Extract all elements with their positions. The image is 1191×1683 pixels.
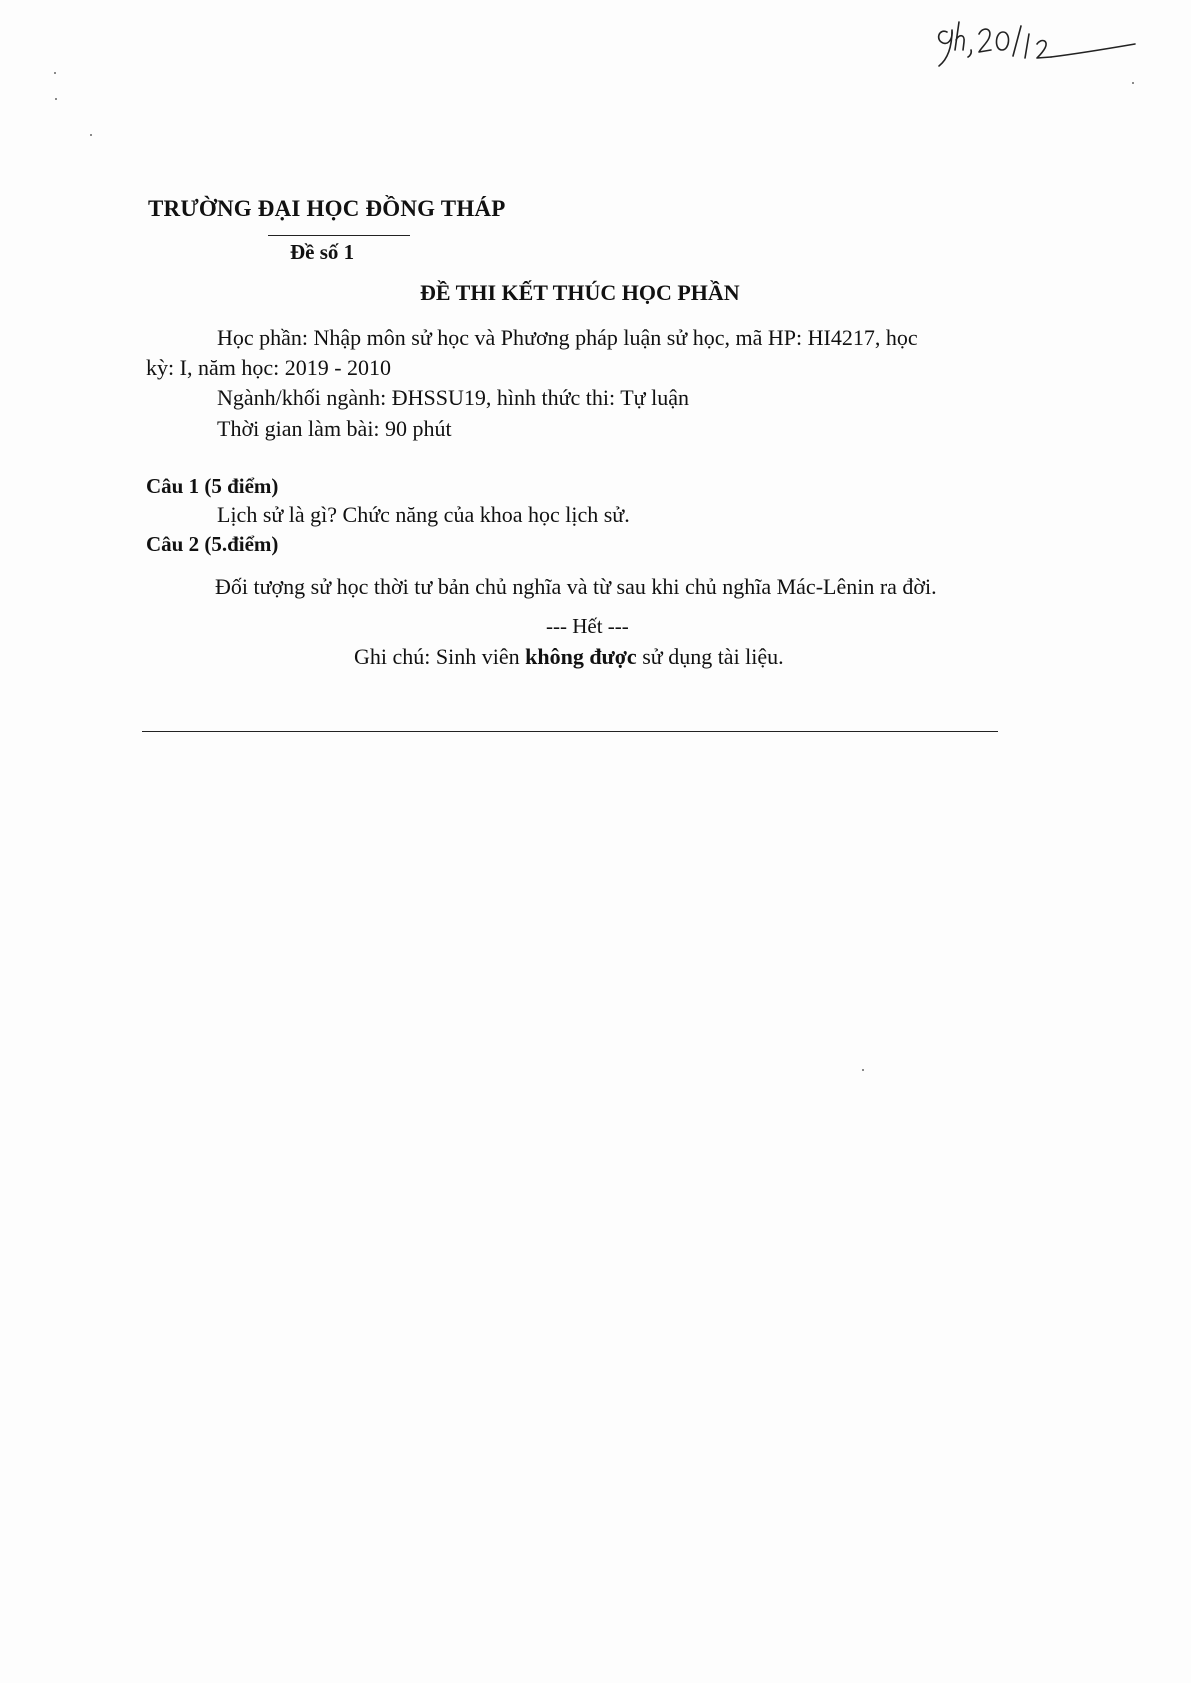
handwritten-annotation [925, 10, 1145, 80]
school-name-underline [268, 235, 410, 236]
handwritten-annotation-drawing [925, 10, 1145, 80]
time-info-line: Thời gian làm bài: 90 phút [217, 416, 452, 441]
note [354, 644, 784, 670]
course-info-line-1: Học phần: Nhập môn sử học và Phương pháp luận sử học, mã HP: HI4217, học [217, 325, 918, 350]
question-1-heading: Câu 1 (5 điểm) [146, 474, 279, 498]
school-name: TRƯỜNG ĐẠI HỌC ĐỒNG THÁP [148, 196, 506, 221]
exam-number: Đề số 1 [290, 240, 355, 264]
exam-title: ĐỀ THI KẾT THÚC HỌC PHẦN [420, 280, 740, 305]
scan-speck [90, 134, 92, 136]
end-mark: --- Hết --- [546, 614, 629, 638]
note-suffix: sử dụng tài liệu. [636, 644, 784, 669]
question-2-heading: Câu 2 (5.điểm) [146, 532, 279, 556]
major-info-line: Ngành/khối ngành: ĐHSSU19, hình thức thi: Tự luận [217, 385, 689, 410]
bottom-divider [142, 731, 998, 732]
note-emphasis: không được [525, 644, 637, 669]
course-info-line-2: kỳ: I, năm học: 2019 - 2010 [146, 355, 392, 380]
scan-speck [1132, 82, 1134, 84]
scan-speck [55, 98, 57, 100]
scan-speck [54, 72, 56, 74]
note-prefix: Ghi chú: Sinh viên [354, 644, 526, 669]
scan-speck [862, 1069, 864, 1071]
question-1-text: Lịch sử là gì? Chức năng của khoa học lịch sử. [217, 502, 630, 527]
question-2-text: Đối tượng sử học thời tư bản chủ nghĩa và từ sau khi chủ nghĩa Mác-Lênin ra đời. [215, 574, 937, 599]
